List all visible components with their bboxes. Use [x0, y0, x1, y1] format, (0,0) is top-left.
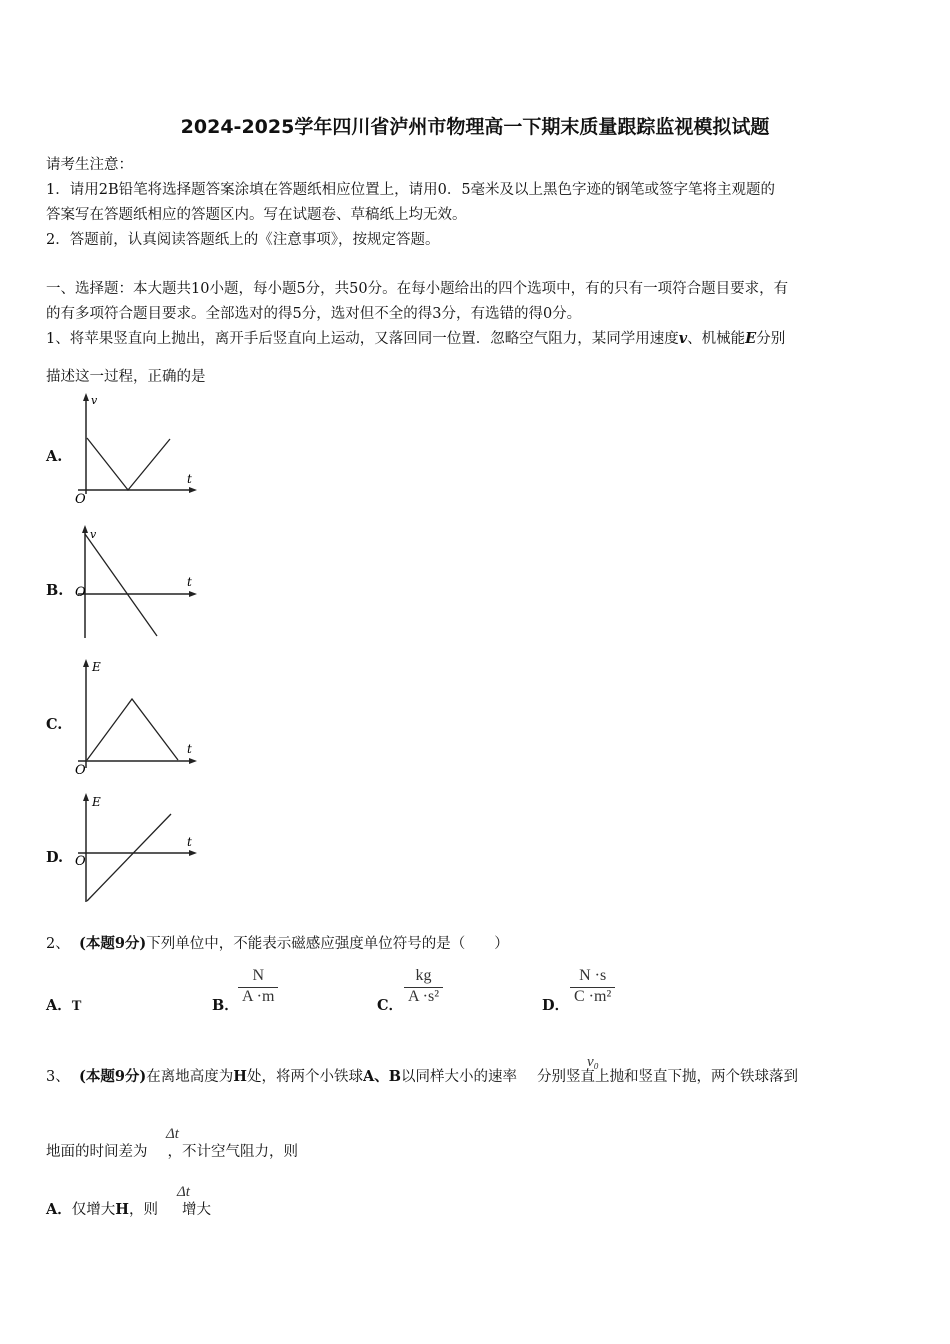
- x-axis-arrow: [189, 850, 197, 856]
- q1-option-a-label[interactable]: A.: [46, 448, 63, 465]
- fraction-numerator: N ·s: [579, 967, 607, 984]
- q3-stem-line1: [46, 1065, 798, 1086]
- section-intro-b: 的有多项符合题目要求。全部选对的得5分，选对但不全的得3分，有选错的得0分。: [46, 306, 582, 322]
- q2-option-d-label[interactable]: D．: [542, 997, 570, 1014]
- energy-line: [87, 814, 171, 901]
- y-axis-label: E: [92, 795, 101, 809]
- fraction-numerator: kg: [415, 967, 432, 984]
- y-axis-arrow: [83, 793, 89, 801]
- q3-stem-text-c: 以同样大小的速率: [400, 1069, 517, 1085]
- q3-stem-text-a: 在离地高度为: [146, 1069, 234, 1085]
- fraction-denominator: A ·m: [242, 988, 275, 1005]
- q2-option-c-label[interactable]: C．: [377, 997, 404, 1014]
- x-axis-arrow: [189, 487, 197, 493]
- notice-item-1a: 1．请用2B铅笔将选择题答案涂填在答题纸相应位置上，请用0．5毫米及以上黑色字迹的钢笔或签字笔将主观题的: [46, 182, 776, 198]
- q1-var-v: v: [678, 330, 688, 347]
- q3-option-a-var-H: H: [115, 1201, 129, 1218]
- energy-curve: [87, 699, 178, 760]
- y-axis-label: v: [90, 528, 97, 541]
- q3-stem-text-d: 分别竖直上抛和竖直下抛，两个铁球落到: [536, 1069, 798, 1085]
- notice-heading: 请考生注意：: [46, 157, 133, 173]
- q2-score: (本题9分): [78, 935, 147, 952]
- q3-score: (本题9分): [78, 1068, 147, 1085]
- q1-option-a-graph: [70, 390, 205, 505]
- q1-var-E: E: [745, 330, 757, 347]
- q2-option-c-fraction: [404, 967, 443, 1006]
- q3-option-a-text-c: 增大: [181, 1202, 211, 1218]
- q1-stem-text-a: 1、将苹果竖直向上抛出，离开手后竖直向上运动，又落回同一位置．忽略空气阻力，某同学用速度: [46, 331, 679, 347]
- x-axis-arrow: [189, 591, 197, 597]
- q1-option-c-graph: [70, 656, 205, 776]
- x-axis-label: t: [187, 742, 192, 756]
- q1-stem-text-end: 分别: [756, 331, 786, 347]
- x-axis-label: t: [187, 835, 192, 849]
- y-axis-label: v: [91, 394, 98, 407]
- origin-label: O: [75, 763, 86, 776]
- y-axis-arrow: [82, 525, 88, 533]
- q1-option-b-graph: [70, 522, 205, 640]
- y-axis-label: E: [92, 660, 101, 674]
- q1-stem-text-mid: 、机械能: [687, 331, 746, 347]
- q2-option-a[interactable]: [46, 994, 81, 1015]
- x-axis-label: t: [187, 472, 192, 486]
- q3-option-a-label: A．: [46, 1201, 72, 1218]
- q3-prefix: 3、: [46, 1069, 70, 1085]
- origin-label: O: [75, 585, 86, 600]
- x-axis-arrow: [189, 758, 197, 764]
- q3-option-a-text-b: ，则: [128, 1202, 158, 1218]
- section-intro-a: 一、选择题：本大题共10小题，每小题5分，共50分。在每小题给出的四个选项中，有的只有一项符合题目要求，有: [46, 281, 789, 297]
- q2-prefix: 2、: [46, 936, 70, 952]
- q3-var-H: H: [233, 1068, 247, 1085]
- velocity-line: [85, 534, 157, 636]
- q3-option-a[interactable]: [46, 1198, 211, 1219]
- origin-label: O: [75, 492, 86, 505]
- q2-option-a-text: T: [71, 998, 82, 1014]
- q3-option-a-var-dt: Δt: [177, 1184, 190, 1200]
- q3-var-AB: A、B: [362, 1068, 401, 1085]
- q3-var-v0: v₀: [587, 1054, 599, 1070]
- q1-option-d-graph: [70, 790, 205, 905]
- q3-option-a-text-a: 仅增大: [71, 1202, 116, 1218]
- y-axis-arrow: [83, 393, 89, 401]
- origin-label: O: [75, 854, 86, 869]
- q2-option-a-label: A．: [46, 997, 72, 1014]
- q3-stem-text-b: 处，将两个小铁球: [246, 1069, 363, 1085]
- q2-stem: [46, 932, 509, 953]
- q2-option-d-fraction: [570, 967, 615, 1006]
- q1-option-d-label[interactable]: D.: [46, 849, 64, 866]
- q3-line2-text-a: 地面的时间差为: [46, 1144, 148, 1160]
- q3-line2-text-b: ，不计空气阻力，则: [167, 1144, 298, 1160]
- fraction-numerator: N: [252, 967, 264, 984]
- q1-stem-line1: [46, 327, 785, 348]
- notice-item-1b: 答案写在答题纸相应的答题区内。写在试题卷、草稿纸上均无效。: [46, 207, 467, 223]
- q1-option-c-label[interactable]: C.: [46, 716, 63, 733]
- q3-stem-line2: [46, 1140, 298, 1161]
- q2-stem-text: 下列单位中，不能表示磁感应强度单位符号的是（ ）: [146, 936, 509, 952]
- y-axis-arrow: [83, 659, 89, 667]
- notice-item-2: 2．答题前，认真阅读答题纸上的《注意事项》，按规定答题。: [46, 232, 440, 248]
- q3-var-dt: Δt: [166, 1126, 179, 1142]
- q2-option-b-label[interactable]: B．: [212, 997, 239, 1014]
- q1-stem-line2: 描述这一过程，正确的是: [46, 369, 206, 385]
- velocity-curve: [87, 438, 170, 490]
- x-axis-label: t: [187, 575, 192, 589]
- fraction-denominator: A ·s²: [408, 988, 440, 1005]
- page-title: 2024-2025学年四川省泸州市物理高一下期末质量跟踪监视模拟试题: [180, 116, 770, 138]
- fraction-denominator: C ·m²: [574, 988, 612, 1005]
- q2-option-b-fraction: [238, 967, 278, 1006]
- q1-option-b-label[interactable]: B.: [46, 582, 64, 599]
